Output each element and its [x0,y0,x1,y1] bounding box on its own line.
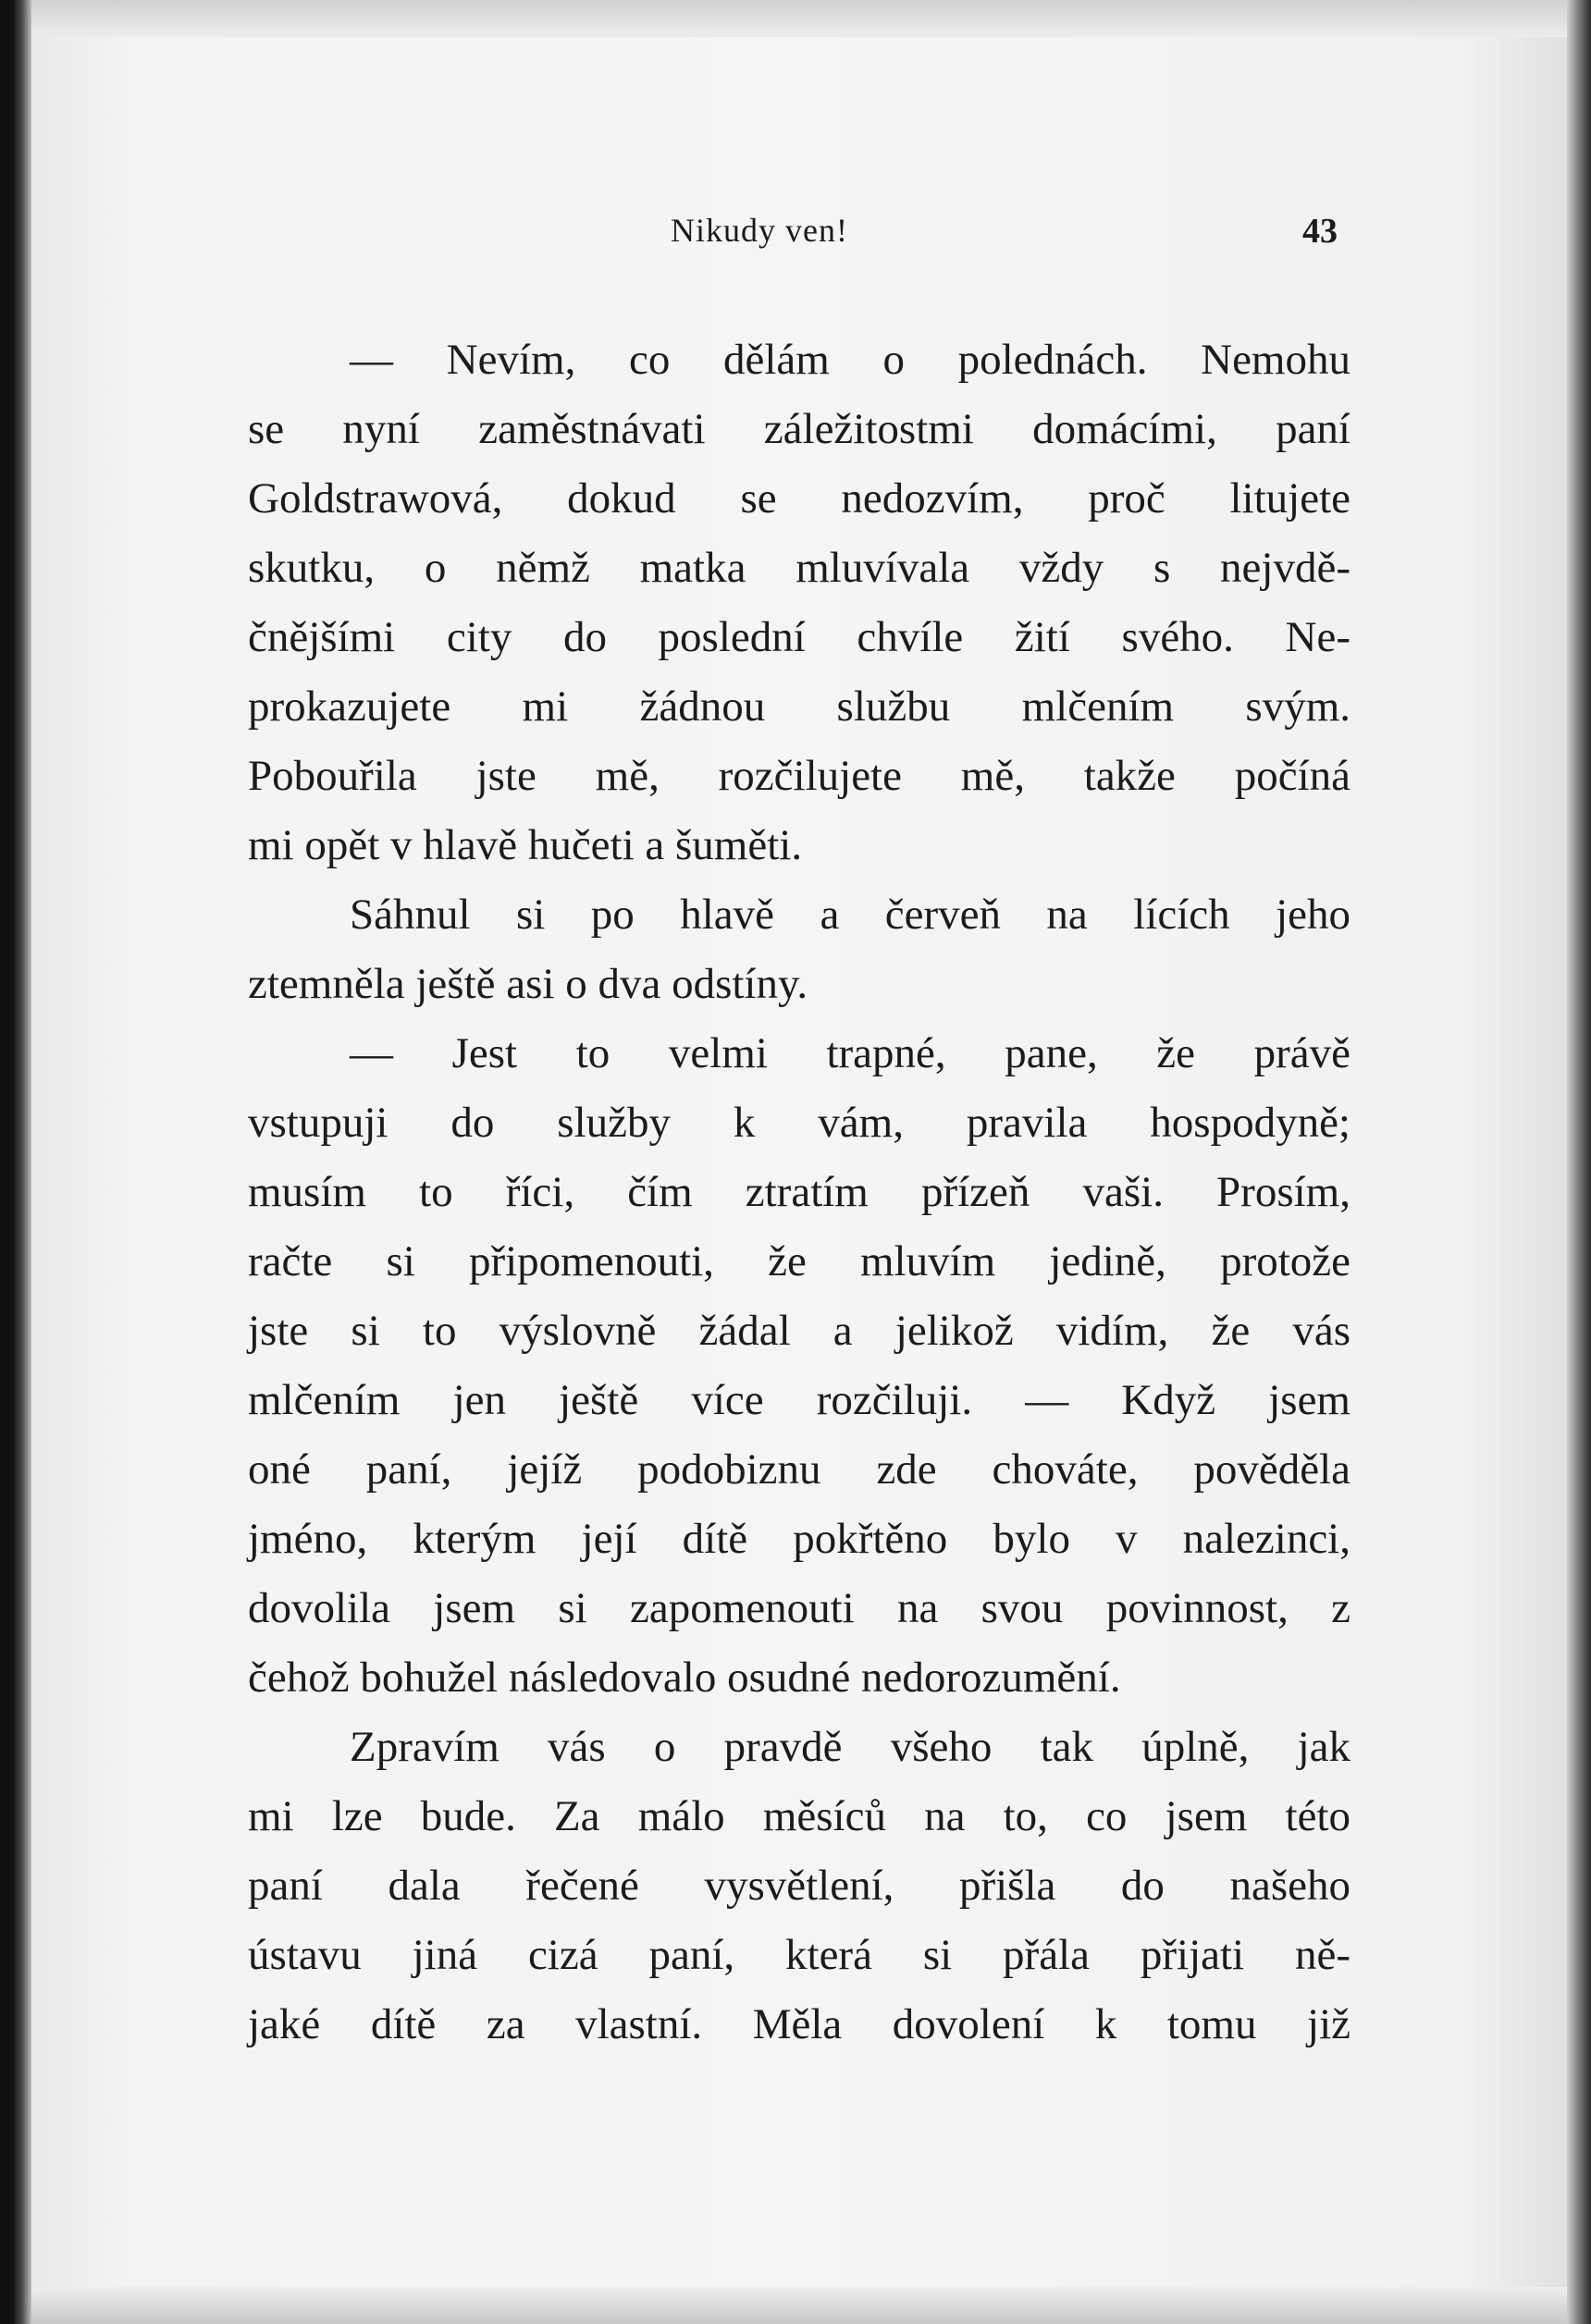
body-text [248,326,1350,2060]
text-line: Goldstrawová, dokud se nedozvím, proč litujete [248,474,1350,523]
text-line: dovolila jsem si zapomenouti na svou povinnost, z [248,1584,1350,1632]
text-line: oné paní, jejíž podobiznu zde chováte, pověděla [248,1445,1350,1494]
text-line: Zpravím vás o pravdě všeho tak úplně, jak [350,1723,1350,1771]
text-line: čnějšími city do poslední chvíle žití svého. Ne- [248,613,1350,661]
text-line: ústavu jiná cizá paní, která si přála přijati ně- [248,1931,1350,1979]
page-bottom-shadow [0,2287,1591,2324]
text-line: prokazujete mi žádnou službu mlčením svým. [248,682,1350,731]
text-line: čehož bohužel následovalo osudné nedorozumění. [248,1654,1121,1702]
text-line: vstupuji do služby k vám, pravila hospodyně; [248,1099,1350,1147]
text-line: musím to říci, čím ztratím přízeň vaši. Prosím, [248,1168,1350,1216]
text-line: Pobouřila jste mě, rozčilujete mě, takže počíná [248,752,1350,800]
text-line: jste si to výslovně žádal a jelikož vidím, že vás [248,1307,1350,1355]
text-line: jaké dítě za vlastní. Měla dovolení k tomu již [248,2000,1350,2048]
text-line: paní dala řečené vysvětlení, přišla do našeho [248,1862,1350,1910]
text-line: mi lze bude. Za málo měsíců na to, co jsem této [248,1792,1350,1840]
text-line: se nyní zaměstnávati záležitostmi domácími, paní [248,405,1350,453]
text-line: mi opět v hlavě hučeti a šuměti. [248,821,803,869]
text-line: — Jest to velmi trapné, pane, že právě [350,1029,1350,1077]
text-line: Sáhnul si po hlavě a červeň na lících jeho [350,891,1350,939]
page-number: 43 [1302,212,1338,251]
text-line: mlčením jen ještě více rozčiluji. — Když jsem [248,1376,1350,1424]
text-line: jméno, kterým její dítě pokřtěno bylo v nalezinci, [248,1515,1350,1563]
book-spine-edge [0,0,31,2324]
running-head: Nikudy ven! [671,212,848,249]
text-line: — Nevím, co dělám o polednách. Nemohu [350,336,1350,384]
text-line: skutku, o němž matka mluvívala vždy s nejvdě- [248,544,1350,592]
page-right-edge [1567,0,1591,2324]
text-line: račte si připomenouti, že mluvím jedině, protože [248,1237,1350,1285]
text-line: ztemněla ještě asi o dva odstíny. [248,960,808,1008]
page-top-shadow [0,0,1591,37]
